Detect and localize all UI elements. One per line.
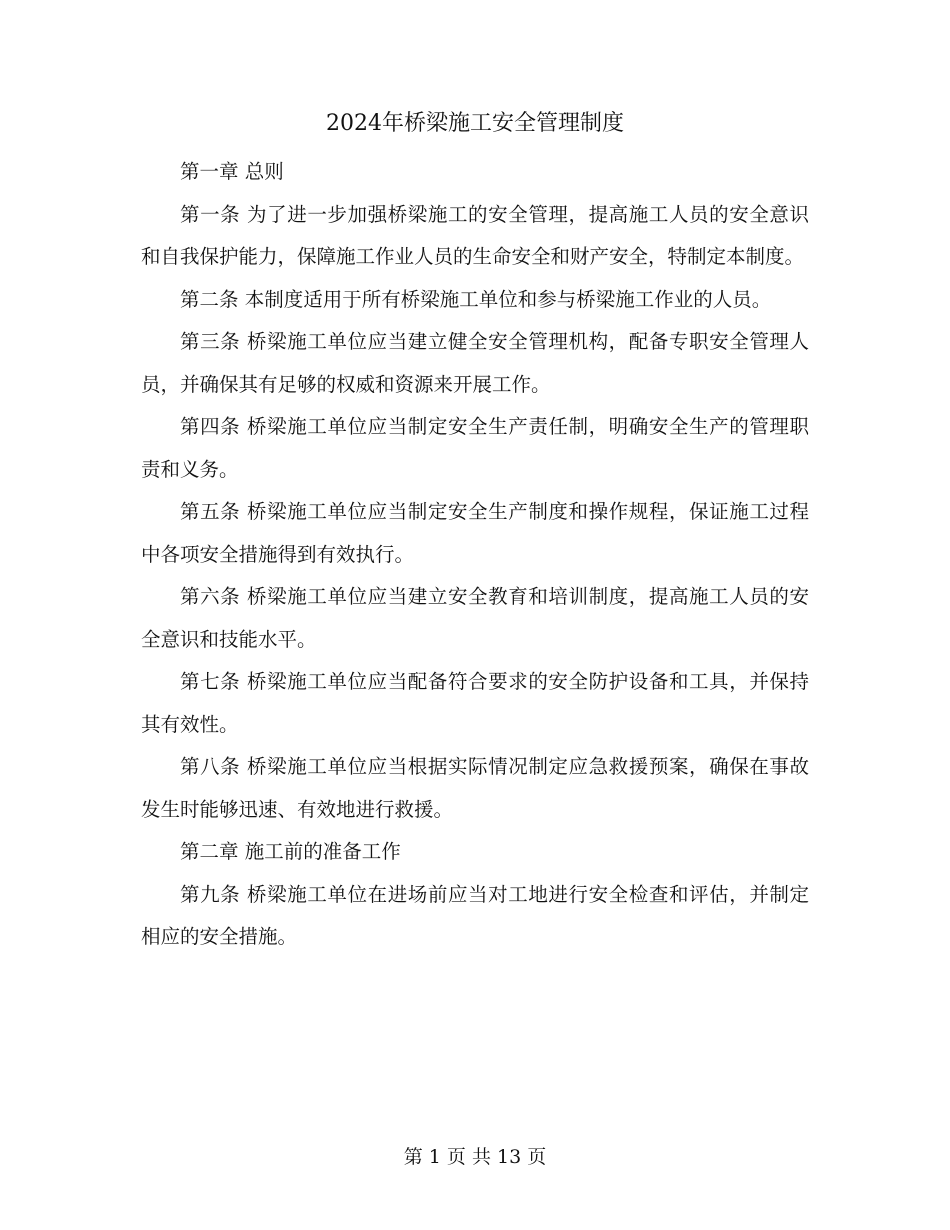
document-body [141, 151, 809, 959]
chapter-heading: 第二章 施工前的准备工作 [180, 840, 401, 863]
article-paragraph: 第二条 本制度适用于所有桥梁施工单位和参与桥梁施工作业的人员。 [180, 287, 772, 311]
article-paragraph: 第六条 桥梁施工单位应当建立安全教育和培训制度，提高施工人员的安全意识和技能水平。 [141, 585, 809, 651]
article-paragraph: 第八条 桥梁施工单位应当根据实际情况制定应急救援预案，确保在事故发生时能够迅速、有效地进行救援。 [141, 755, 809, 821]
chapter-heading: 第一章 总则 [180, 160, 284, 183]
article-paragraph: 第七条 桥梁施工单位应当配备符合要求的安全防护设备和工具，并保持其有效性。 [141, 670, 809, 736]
article-paragraph: 第三条 桥梁施工单位应当建立健全安全管理机构，配备专职安全管理人员，并确保其有足够的权威和资源来开展工作。 [141, 330, 809, 396]
document-title: 2024年桥梁施工安全管理制度 [326, 111, 624, 136]
article-paragraph: 第一条 为了进一步加强桥梁施工的安全管理，提高施工人员的安全意识和自我保护能力，保障施工作业人员的生命安全和财产安全，特制定本制度。 [141, 202, 809, 268]
article-paragraph: 第五条 桥梁施工单位应当制定安全生产制度和操作规程，保证施工过程中各项安全措施得到有效执行。 [141, 500, 809, 566]
article-paragraph: 第九条 桥梁施工单位在进场前应当对工地进行安全检查和评估，并制定相应的安全措施。 [141, 882, 809, 948]
page-footer: 第 1 页 共 13 页 [403, 1146, 547, 1168]
article-paragraph: 第四条 桥梁施工单位应当制定安全生产责任制，明确安全生产的管理职责和义务。 [141, 415, 809, 481]
